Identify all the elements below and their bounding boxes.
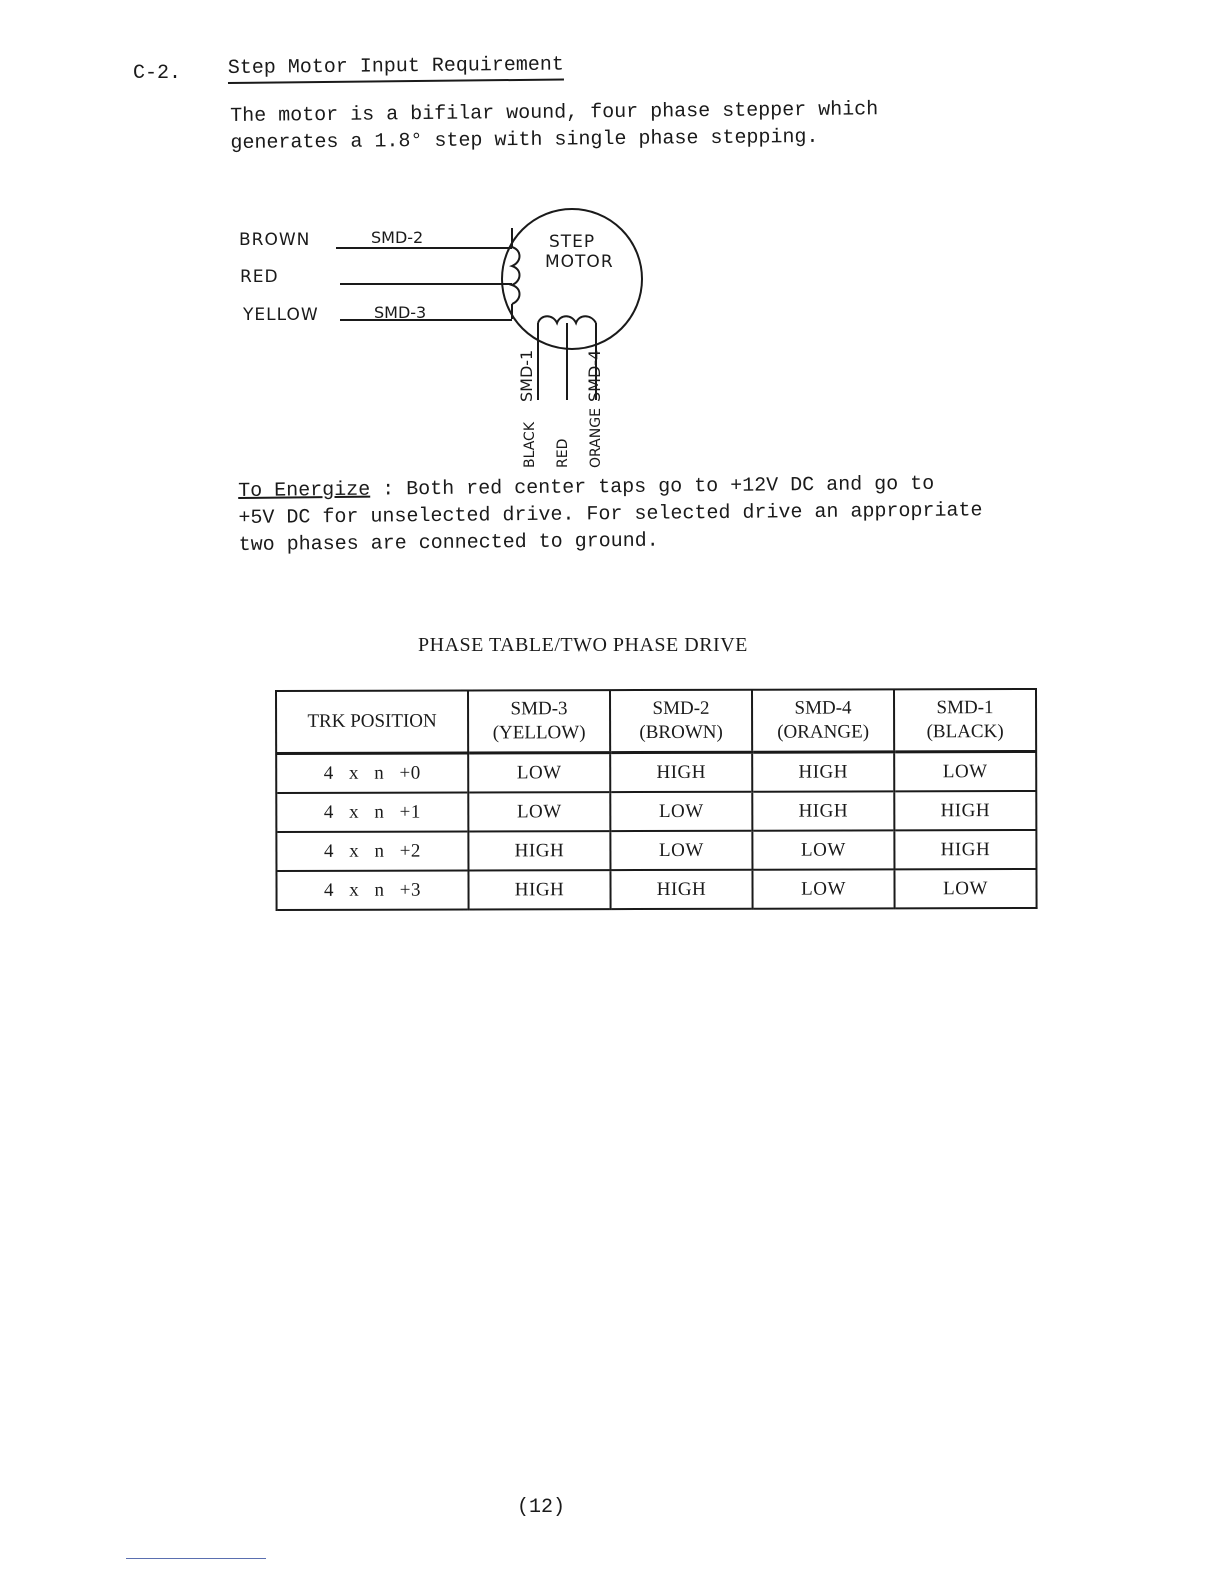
table-cell: HIGH [894, 791, 1036, 830]
wire-color-yellow: YELLOW [243, 305, 319, 325]
header-sublabel: (YELLOW) [492, 722, 586, 744]
table-cell: HIGH [468, 870, 610, 909]
motor-label-step: STEP [549, 232, 596, 252]
wire-signal-smd1: SMD-1 [517, 349, 536, 402]
header-sublabel: (BROWN) [639, 721, 723, 744]
table-cell: LOW [468, 792, 610, 831]
table-row [276, 752, 1036, 793]
table-cell: 4 x n +1 [276, 792, 468, 832]
intro-line-1: The motor is a bifilar wound, four phase stepper which [230, 98, 879, 128]
wire-signal-smd2: SMD-2 [371, 228, 424, 247]
section-number: C-2. [133, 62, 182, 85]
energize-line-2-text: unselected drive. For selected drive an appropriate [358, 499, 983, 529]
page-number: (12) [517, 1496, 566, 1519]
wire-color-red: RED [240, 267, 279, 287]
left-coil-icon [512, 247, 520, 304]
wire-color-orange: ORANGE [588, 408, 604, 468]
wire-signal-smd4: SMD-4 [585, 349, 604, 402]
table-cell: HIGH [468, 831, 610, 870]
table-cell: LOW [752, 869, 894, 908]
energize-label: To Energize [238, 478, 371, 503]
header-sublabel: (ORANGE) [777, 721, 870, 743]
table-row [276, 791, 1036, 832]
table-cell: LOW [610, 792, 752, 831]
table-cell: 4 x n +0 [276, 753, 468, 793]
header-smd2 [610, 690, 752, 753]
motor-label-motor: MOTOR [545, 252, 614, 272]
energize-line-1-text: : Both red center taps go to +12V DC and go to [370, 472, 935, 502]
energize-line-2-prefix: +5V DC for [238, 505, 359, 530]
wire-color-red-bottom: RED [555, 438, 571, 468]
table-cell: LOW [468, 753, 610, 793]
table-cell: 4 x n +3 [276, 870, 468, 910]
step-motor-wiring-diagram [0, 0, 1224, 480]
energize-line-3: two phases are connected to ground. [238, 529, 659, 557]
table-cell: 4 x n +2 [276, 831, 468, 871]
header-smd1 [894, 689, 1036, 752]
table-header-row [276, 689, 1036, 753]
table-cell: HIGH [610, 870, 752, 909]
table-cell: LOW [610, 831, 752, 870]
table-cell: LOW [752, 830, 894, 869]
intro-line-2: generates a 1.8° step with single phase stepping. [230, 125, 819, 155]
table-cell: HIGH [752, 791, 894, 830]
table-cell: LOW [894, 869, 1036, 908]
section-title: Step Motor Input Requirement [228, 53, 564, 84]
phase-table [275, 688, 1038, 911]
table-cell: HIGH [752, 752, 894, 792]
table-cell: LOW [894, 752, 1036, 792]
energize-paragraph [238, 470, 983, 559]
wire-color-brown: BROWN [239, 230, 311, 250]
wire-color-black: BLACK [522, 421, 538, 468]
wire-signal-smd3: SMD-3 [374, 303, 427, 322]
table-row [276, 830, 1036, 871]
table-cell: HIGH [894, 830, 1036, 869]
header-trk-position [276, 690, 468, 753]
bottom-coil-icon [538, 316, 596, 323]
header-smd4 [752, 689, 894, 752]
header-label: SMD-3 [510, 698, 568, 720]
table-title: PHASE TABLE/TWO PHASE DRIVE [418, 634, 748, 656]
header-label: SMD-4 [794, 697, 852, 719]
header-sublabel: (BLACK) [926, 721, 1004, 743]
table-row [276, 869, 1036, 910]
footnote-rule [126, 1558, 266, 1559]
header-label: TRK POSITION [307, 710, 437, 732]
header-smd3 [468, 690, 610, 753]
motor-circle [502, 209, 642, 349]
header-label: SMD-2 [652, 697, 710, 720]
header-label: SMD-1 [936, 697, 994, 719]
table-cell: HIGH [610, 752, 752, 792]
